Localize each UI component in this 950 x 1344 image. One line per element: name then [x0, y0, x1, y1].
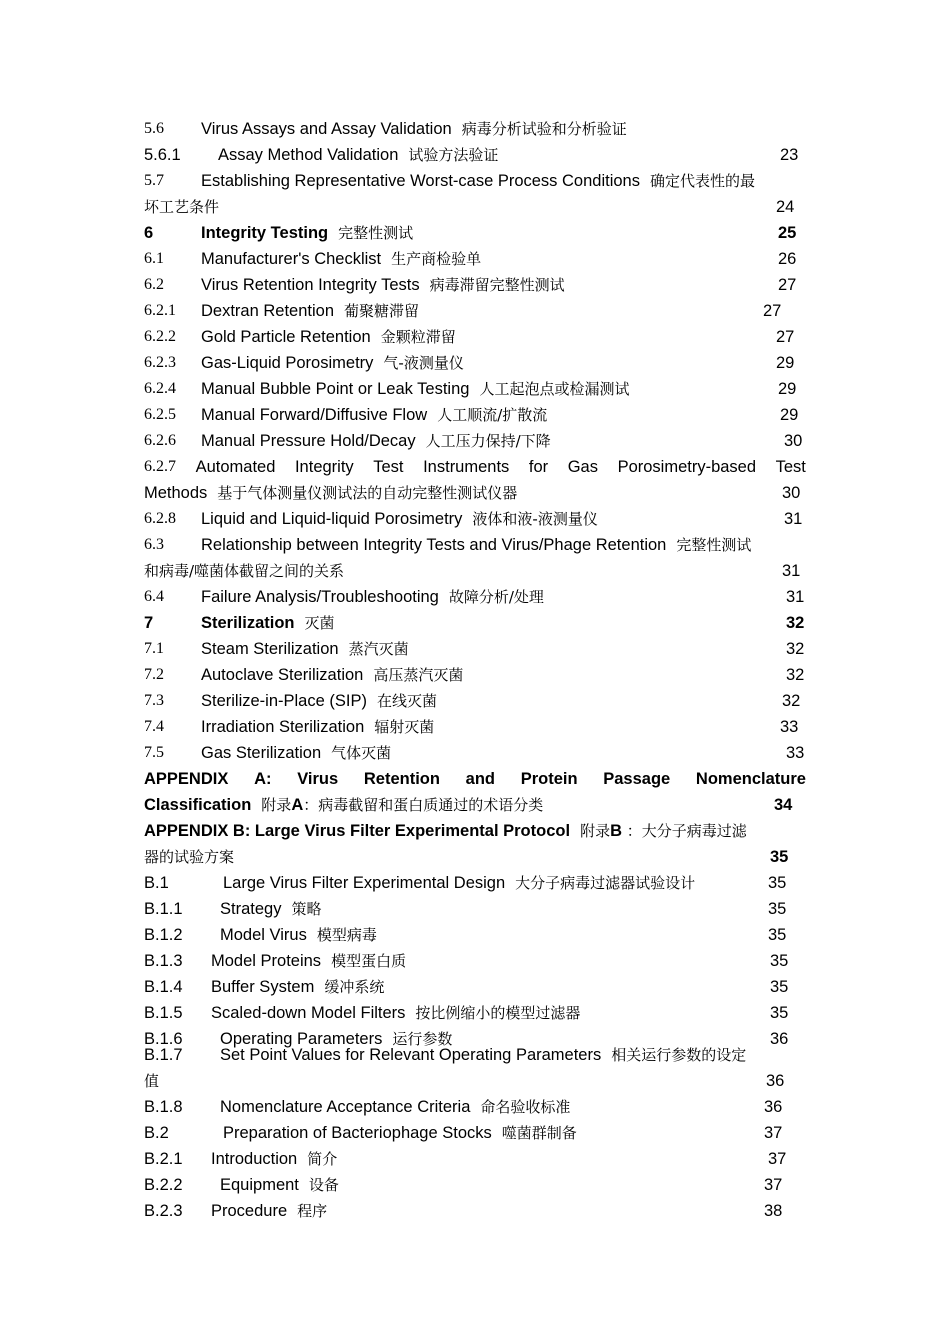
toc-title-cn: 设备: [308, 1176, 339, 1194]
toc-page: 37: [764, 1124, 783, 1142]
toc-entry[interactable]: [144, 948, 806, 974]
toc-title-word: APPENDIX: [144, 770, 229, 788]
toc-entry[interactable]: [144, 532, 806, 584]
toc-title: Irradiation Sterilization: [201, 718, 365, 736]
toc-title-cn: 运行参数: [392, 1030, 453, 1048]
toc-entry[interactable]: [144, 298, 806, 324]
toc-page: 35: [770, 952, 789, 970]
toc-title-cn: 大分子病毒过滤器试验设计: [515, 874, 696, 892]
toc-title: Autoclave Sterilization: [201, 666, 364, 684]
toc-title-cn-prefix: 附录: [580, 822, 611, 840]
toc-title: Model Virus: [220, 926, 307, 944]
toc-number: 6.2.1: [144, 302, 176, 319]
toc-title-word: Protein: [520, 770, 578, 788]
toc-page: 35: [768, 900, 787, 918]
toc-title-cn: 气-液测量仪: [383, 354, 464, 372]
toc-title-word: Nomenclature: [695, 770, 806, 788]
toc-title: Virus Assays and Assay Validation: [201, 120, 452, 138]
toc-number: 6.1: [144, 250, 164, 267]
toc-title-cn: 完整性测试: [338, 224, 414, 242]
toc-entry[interactable]: [144, 246, 806, 272]
toc-page: 36: [764, 1098, 783, 1116]
toc-entry[interactable]: [144, 688, 806, 714]
toc-number: 7.4: [144, 718, 164, 735]
toc-title-word: Automated: [195, 458, 276, 476]
toc-entry[interactable]: [144, 714, 806, 740]
toc-entry[interactable]: [144, 1042, 806, 1094]
toc-entry[interactable]: [144, 116, 806, 142]
toc-page: 27: [778, 276, 797, 294]
toc-title: Virus Retention Integrity Tests: [201, 276, 420, 294]
toc-entry[interactable]: [144, 350, 806, 376]
toc-number: B.1.8: [144, 1098, 183, 1116]
toc-title-cn: 辐射灭菌: [374, 718, 435, 736]
toc-title-cn: 在线灭菌: [376, 692, 437, 710]
toc-entry[interactable]: [144, 766, 806, 818]
toc-title-cn-letter: A: [291, 796, 304, 814]
toc-title: Sterilize-in-Place (SIP): [201, 692, 367, 710]
toc-entry[interactable]: [144, 818, 806, 870]
toc-number: B.2: [144, 1124, 169, 1142]
toc-page: 37: [768, 1150, 787, 1168]
toc-number: 6.2.8: [144, 510, 176, 527]
toc-title-cn: 简介: [307, 1150, 338, 1168]
toc-title: Manual Forward/Diffusive Flow: [201, 406, 428, 424]
toc-number: B.2.2: [144, 1176, 183, 1194]
toc-number: B.1.3: [144, 952, 183, 970]
toc-title-word: Test: [775, 458, 806, 476]
toc-entry[interactable]: [144, 1000, 806, 1026]
toc-number: B.1: [144, 874, 169, 892]
toc-title-cn: 蒸汽灭菌: [348, 640, 409, 658]
toc-page: 32: [786, 640, 805, 658]
toc-title: Large Virus Filter Experimental Design: [223, 874, 506, 892]
toc-title-cn: ：大分子病毒过滤: [622, 822, 747, 840]
toc-number: 7.2: [144, 666, 164, 683]
toc-title-word: Integrity: [294, 458, 354, 476]
toc-number: 5.6.1: [144, 146, 181, 164]
toc-title: Manual Bubble Point or Leak Testing: [201, 380, 470, 398]
toc-entry[interactable]: [144, 1172, 806, 1198]
toc-title: Failure Analysis/Troubleshooting: [201, 588, 439, 606]
toc-title-cn: 气体灭菌: [331, 744, 392, 762]
toc-page: 35: [770, 978, 789, 996]
toc-entry[interactable]: [144, 272, 806, 298]
toc-title-cn-continued: 和病毒/噬菌体截留之间的关系: [144, 562, 345, 580]
toc-number: B.1.5: [144, 1004, 183, 1022]
toc-page: 37: [764, 1176, 783, 1194]
toc-page: 33: [786, 744, 805, 762]
toc-number: B.1.1: [144, 900, 183, 918]
toc-title-cn: 灭菌: [304, 614, 335, 632]
toc-page: 25: [778, 224, 797, 242]
toc-title-word: Retention: [363, 770, 440, 788]
toc-title-cn: ：病毒截留和蛋白质通过的术语分类: [303, 796, 544, 814]
toc-entry[interactable]: [144, 584, 806, 610]
toc-title: Strategy: [220, 900, 282, 918]
toc-entry[interactable]: [144, 870, 806, 896]
toc-title: Manual Pressure Hold/Decay: [201, 432, 416, 450]
toc-title: Equipment: [220, 1176, 299, 1194]
toc-page: 27: [776, 328, 795, 346]
toc-number: B.1.4: [144, 978, 183, 996]
toc-title-word: Virus: [297, 770, 339, 788]
toc-title-cn: 确定代表性的最: [649, 172, 755, 190]
toc-number: 5.7: [144, 172, 164, 189]
toc-page: 34: [774, 796, 793, 814]
toc-title: Preparation of Bacteriophage Stocks: [223, 1124, 492, 1142]
toc-number: B.1.6: [144, 1030, 183, 1048]
toc-number: 6.2.4: [144, 380, 176, 397]
toc-title: Dextran Retention: [201, 302, 334, 320]
toc-number: 7: [144, 614, 154, 632]
toc-title: Gold Particle Retention: [201, 328, 371, 346]
toc-title-cn: 葡聚糖滞留: [344, 302, 420, 320]
toc-title-cn-letter: B: [610, 822, 622, 840]
toc-page: 32: [786, 614, 805, 632]
toc-title-cn: 策略: [291, 900, 322, 918]
toc-title-cn: 缓冲系统: [324, 978, 385, 996]
toc-page: 35: [768, 926, 787, 944]
toc-title-cn: 金颗粒滞留: [380, 328, 456, 346]
toc-title-word: Porosimetry-based: [617, 458, 757, 476]
toc-entry[interactable]: [144, 1094, 806, 1120]
toc-page: 29: [780, 406, 799, 424]
toc-title-word: Gas: [567, 458, 598, 476]
toc-number: 6.2.3: [144, 354, 176, 371]
toc-title-cn: 病毒分析试验和分析验证: [461, 120, 627, 138]
toc-entry[interactable]: [144, 168, 806, 220]
toc-page: 24: [776, 198, 795, 216]
toc-page: 36: [766, 1072, 785, 1090]
toc-number: 6.2.2: [144, 328, 176, 345]
toc-title-cn-continued: 值: [144, 1072, 160, 1090]
toc-title-word: and: [465, 770, 495, 788]
toc-title-cn: 基于气体测量仪测试法的自动完整性测试仪器: [217, 484, 518, 502]
toc-number: 7.5: [144, 744, 164, 761]
toc-page: 32: [782, 692, 801, 710]
toc-entry[interactable]: [144, 896, 806, 922]
toc-title: Gas Sterilization: [201, 744, 322, 762]
toc-title-continued: Methods: [144, 484, 208, 502]
toc-page: 29: [778, 380, 797, 398]
toc-page: 30: [782, 484, 801, 502]
toc-title: Establishing Representative Worst-case Process Conditions: [201, 172, 640, 190]
toc-entry[interactable]: [144, 402, 806, 428]
toc-page: 31: [782, 562, 801, 580]
toc-entry[interactable]: [144, 220, 806, 246]
toc-page: 30: [784, 432, 803, 450]
toc-title-word: for: [528, 458, 549, 476]
toc-entry[interactable]: [144, 974, 806, 1000]
toc-title-cn-prefix: 附录: [261, 796, 292, 814]
toc-number: 6.2.6: [144, 432, 176, 449]
toc-number: B.1.7: [144, 1046, 183, 1064]
toc-title-word: Test: [373, 458, 404, 476]
toc-number: 6.4: [144, 588, 164, 605]
toc-entry[interactable]: [144, 1198, 806, 1224]
toc-title-cn: 模型病毒: [316, 926, 377, 944]
toc-page: 36: [770, 1030, 789, 1048]
toc-entry[interactable]: [144, 1146, 806, 1172]
toc-number: 7.3: [144, 692, 164, 709]
toc-title: APPENDIX B: Large Virus Filter Experimental Protocol: [144, 822, 571, 840]
toc-title: Sterilization: [201, 614, 295, 632]
toc-number: 5.6: [144, 120, 164, 137]
toc-title-continued: Classification: [144, 796, 252, 814]
toc-page: 23: [780, 146, 799, 164]
toc-page: 29: [776, 354, 795, 372]
toc-title-cn: 人工压力保持/下降: [425, 432, 551, 450]
toc-number: B.2.1: [144, 1150, 183, 1168]
toc-title: Scaled-down Model Filters: [211, 1004, 406, 1022]
toc-title-cn: 生产商检验单: [391, 250, 482, 268]
toc-title-cn: 试验方法验证: [408, 146, 499, 164]
toc-page: 35: [770, 848, 789, 866]
toc-title-cn: 按比例缩小的模型过滤器: [415, 1004, 581, 1022]
toc-page: 32: [786, 666, 805, 684]
toc-title: Buffer System: [211, 978, 315, 996]
toc-title-cn: 高压蒸汽灭菌: [373, 666, 464, 684]
toc-page: 35: [770, 1004, 789, 1022]
toc-entry[interactable]: [144, 740, 806, 766]
toc-page: 38: [764, 1202, 783, 1220]
toc-title: Model Proteins: [211, 952, 322, 970]
toc-number: 7.1: [144, 640, 164, 657]
toc-title: Procedure: [211, 1202, 288, 1220]
toc-title-cn: 命名验收标准: [480, 1098, 571, 1116]
toc-title: Relationship between Integrity Tests and Virus/Phage Retention: [201, 536, 667, 554]
toc-title: Steam Sterilization: [201, 640, 339, 658]
toc-entry[interactable]: [144, 662, 806, 688]
toc-title-cn: 完整性测试: [676, 536, 752, 554]
toc-page: 35: [768, 874, 787, 892]
toc-title-word: Instruments: [423, 458, 510, 476]
toc-number: 6.2.7: [144, 458, 176, 475]
toc-number: 6.3: [144, 536, 164, 553]
toc-title-word: Passage: [603, 770, 671, 788]
toc-entry[interactable]: [144, 142, 806, 168]
toc-title-cn: 噬菌群制备: [501, 1124, 577, 1142]
toc-title-cn: 液体和液-液测量仪: [472, 510, 598, 528]
toc-title-cn: 程序: [297, 1202, 328, 1220]
toc-title: Introduction: [211, 1150, 298, 1168]
toc-title: Operating Parameters: [220, 1030, 383, 1048]
toc-entry[interactable]: [144, 376, 806, 402]
toc-page: 31: [784, 510, 803, 528]
toc-title: Nomenclature Acceptance Criteria: [220, 1098, 471, 1116]
toc-title: Assay Method Validation: [218, 146, 399, 164]
toc-entry[interactable]: [144, 454, 806, 506]
toc-number: 6.2.5: [144, 406, 176, 423]
toc-title-cn: 人工顺流/扩散流: [437, 406, 548, 424]
toc-title-cn: 人工起泡点或检漏测试: [479, 380, 630, 398]
toc-number: 6: [144, 224, 154, 242]
toc-title: Set Point Values for Relevant Operating Parameters: [220, 1046, 602, 1064]
toc-entry[interactable]: [144, 428, 806, 454]
toc-title-cn: 病毒滞留完整性测试: [429, 276, 565, 294]
toc-page: 33: [780, 718, 799, 736]
toc-page: 27: [763, 302, 782, 320]
toc-title-cn-continued: 坏工艺条件: [144, 198, 220, 216]
toc-title-word: A:: [254, 770, 272, 788]
toc-number: B.1.2: [144, 926, 183, 944]
toc-page: 26: [778, 250, 797, 268]
toc-title-cn: 相关运行参数的设定: [611, 1046, 747, 1064]
toc-entry[interactable]: [144, 506, 806, 532]
toc-title: Manufacturer's Checklist: [201, 250, 382, 268]
toc-title: Gas-Liquid Porosimetry: [201, 354, 374, 372]
toc-number: 6.2: [144, 276, 164, 293]
toc-entry[interactable]: [144, 1120, 806, 1146]
toc-number: B.2.3: [144, 1202, 183, 1220]
toc-title-cn: 模型蛋白质: [331, 952, 407, 970]
toc-entry[interactable]: [144, 610, 806, 636]
toc-title: Liquid and Liquid-liquid Porosimetry: [201, 510, 463, 528]
toc-entry[interactable]: [144, 324, 806, 350]
toc-entry[interactable]: [144, 922, 806, 948]
toc-title: Integrity Testing: [201, 224, 329, 242]
toc-entry[interactable]: [144, 636, 806, 662]
toc-title-cn: 故障分析/处理: [448, 588, 544, 606]
toc-title-cn-continued: 器的试验方案: [144, 848, 235, 866]
toc-page: 31: [786, 588, 805, 606]
